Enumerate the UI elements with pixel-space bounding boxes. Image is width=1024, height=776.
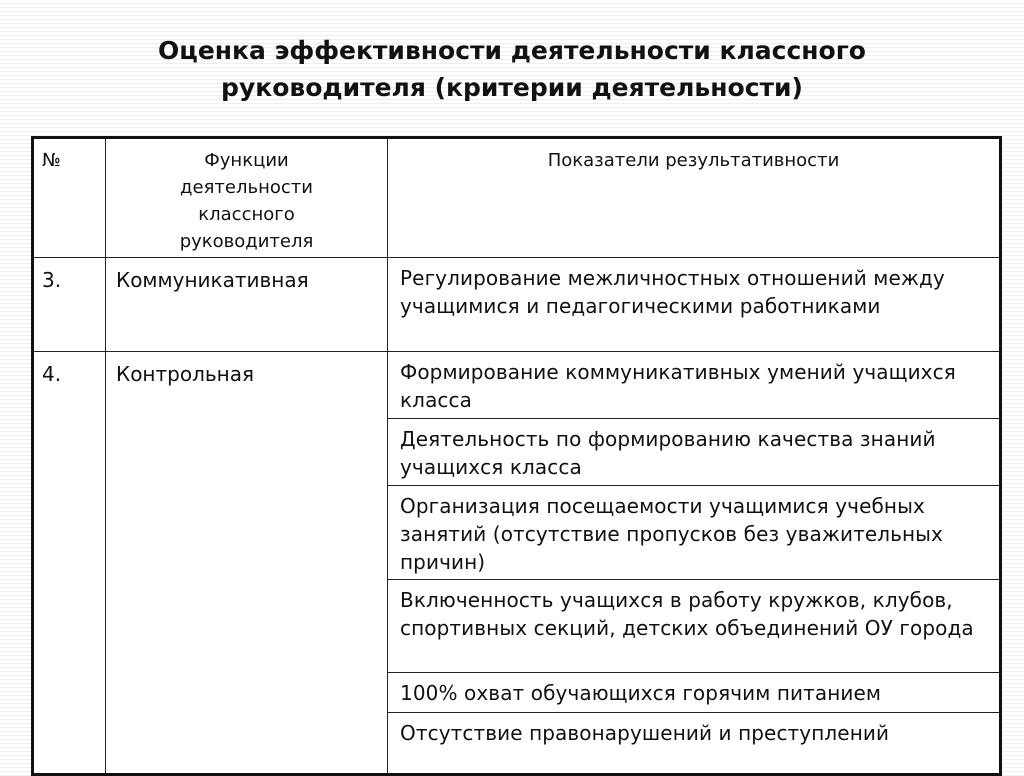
table-header-row: [33, 138, 1001, 258]
slide-title-line-1: Оценка эффективности деятельности классного: [158, 36, 866, 65]
slide-title: [0, 32, 1024, 106]
indicator-text: Отсутствие правонарушений и преступлений: [400, 721, 890, 745]
row-4-indicator-cell-6: [388, 713, 1001, 775]
row-3-indicator-cell: [388, 258, 1001, 352]
indicator-text: 100% охват обучающихся горячим питанием: [400, 681, 882, 705]
row-3-num-cell: [33, 258, 106, 352]
row-number: 4.: [42, 362, 62, 386]
header-function-label: Функции деятельности классного руководителя: [179, 150, 314, 252]
row-4-function-cell: [106, 352, 388, 775]
indicator-text: Включенность учащихся в работу кружков, клубов, спортивных секций, детских объединений ОУ города: [400, 588, 974, 640]
indicator-text: Формирование коммуникативных умений учащихся класса: [400, 360, 956, 412]
row-4-indicator-cell-5: [388, 673, 1001, 713]
indicator-text: Деятельность по формированию качества знаний учащихся класса: [400, 427, 936, 479]
criteria-table: [31, 136, 1002, 776]
row-number: 3.: [42, 268, 62, 292]
table-row: [33, 352, 1001, 419]
slide-title-line-2: руководителя (критерии деятельности): [221, 73, 803, 102]
row-3-function-cell: [106, 258, 388, 352]
row-4-indicator-cell-1: [388, 352, 1001, 419]
function-name: Коммуникативная: [116, 268, 309, 292]
header-indicators-label: Показатели результативности: [547, 150, 840, 171]
indicator-text: Регулирование межличностных отношений между учащимися и педагогическими работниками: [400, 266, 945, 318]
indicator-text: Организация посещаемости учащимися учебных занятий (отсутствие пропусков без уважительных причин): [400, 494, 943, 574]
header-num-label: №: [42, 150, 61, 171]
row-4-indicator-cell-3: [388, 486, 1001, 580]
header-cell-function: [106, 138, 388, 258]
function-name: Контрольная: [116, 362, 255, 386]
row-4-indicator-cell-4: [388, 580, 1001, 673]
row-4-num-cell: [33, 352, 106, 775]
header-cell-num: [33, 138, 106, 258]
row-4-indicator-cell-2: [388, 419, 1001, 486]
table-row: [33, 258, 1001, 352]
header-cell-indicators: [388, 138, 1001, 258]
